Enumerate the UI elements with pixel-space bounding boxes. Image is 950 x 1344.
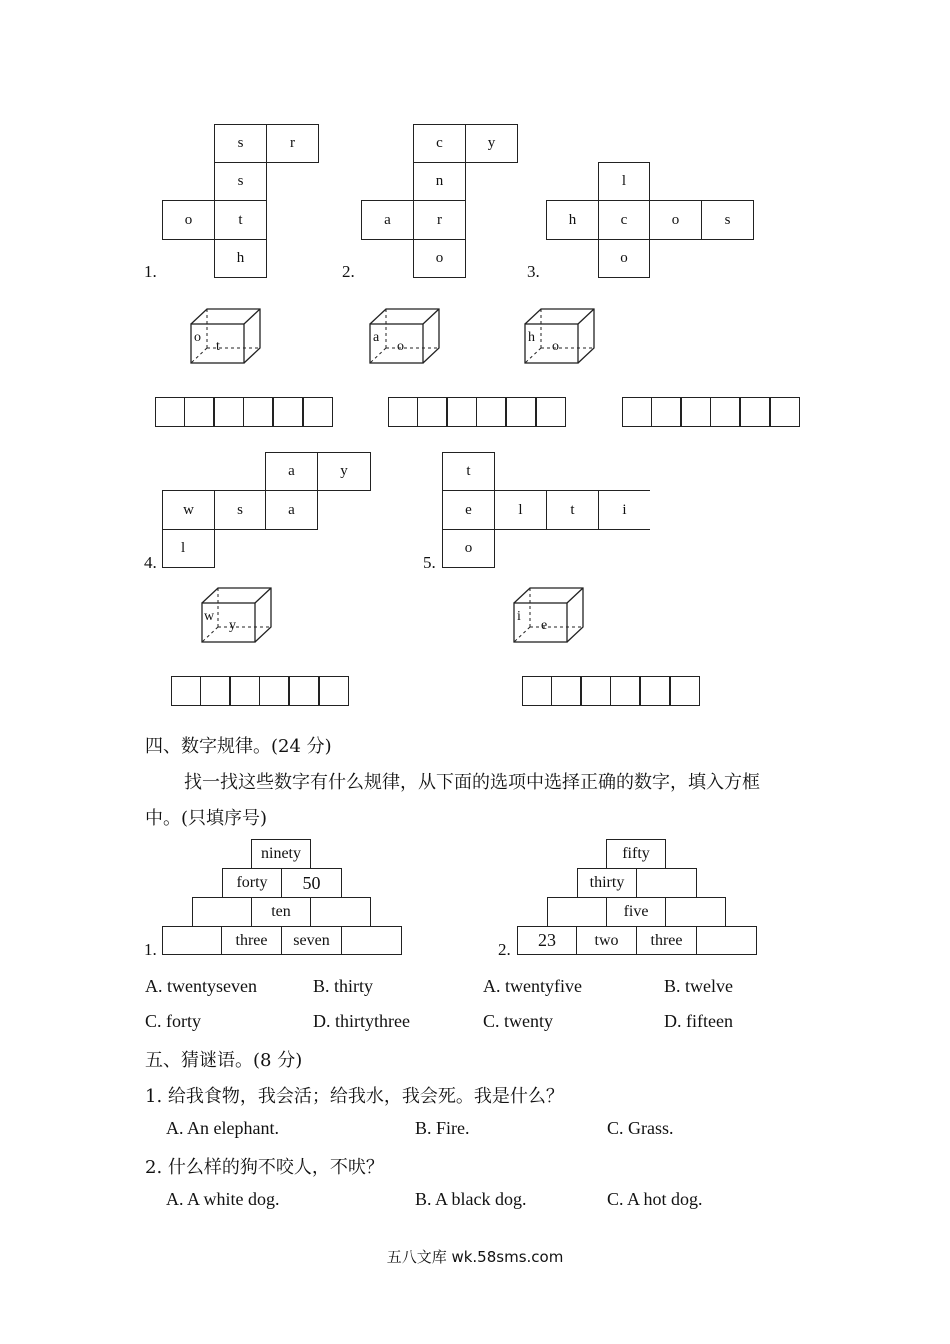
option-item: C. twenty	[483, 1011, 553, 1031]
answer-box[interactable]	[681, 397, 711, 427]
net-cell: l	[494, 490, 547, 530]
pyramid-cell: ninety	[251, 839, 311, 869]
cube-face-letter: a	[373, 330, 380, 345]
net-cell: i	[598, 490, 650, 530]
answer-box[interactable]	[710, 397, 740, 427]
net-cell: o	[413, 239, 466, 278]
section-5-title: 五、猜谜语。(8 分)	[145, 1050, 303, 1071]
option-item: D. thirtythree	[313, 1011, 410, 1031]
riddle-option: A. A white dog.	[166, 1189, 280, 1209]
net-cell: w	[162, 490, 215, 530]
pyramid-cell: seven	[281, 926, 342, 955]
pyramid-cell[interactable]	[636, 868, 697, 898]
section-4-instruction: 找一找这些数字有什么规律，从下面的选项中选择正确的数字，填入方框	[184, 772, 760, 793]
pyramid-cell: ten	[251, 897, 311, 927]
pyramid-cell[interactable]	[192, 897, 252, 927]
pyramid-cell[interactable]	[547, 897, 607, 927]
puzzle-number: 3.	[527, 262, 540, 281]
puzzle-number: 5.	[423, 553, 436, 572]
cube-face-letter: o	[194, 330, 201, 345]
pyramid-cell: two	[576, 926, 637, 955]
cube-face-letter: i	[517, 609, 521, 624]
puzzle-number: 2.	[342, 262, 355, 281]
net-cell: h	[546, 200, 599, 240]
cube-face-letter: h	[528, 330, 535, 345]
cube-face-letter: w	[204, 609, 215, 624]
net-cell: h	[214, 239, 267, 278]
net-cell: t	[442, 452, 495, 491]
answer-box[interactable]	[200, 676, 230, 706]
answer-box[interactable]	[388, 397, 418, 427]
riddle-option: C. Grass.	[607, 1118, 674, 1138]
answer-box[interactable]	[319, 676, 349, 706]
pyramid-cell: 23	[517, 926, 577, 955]
answer-box[interactable]	[259, 676, 289, 706]
net-cell: o	[598, 239, 650, 278]
answer-box[interactable]	[551, 676, 581, 706]
puzzle-number: 4.	[144, 553, 157, 572]
answer-box[interactable]	[289, 676, 319, 706]
answer-box[interactable]	[640, 676, 670, 706]
answer-box[interactable]	[417, 397, 447, 427]
answer-box[interactable]	[476, 397, 506, 427]
net-cell: a	[265, 490, 318, 530]
riddle-option: C. A hot dog.	[607, 1189, 703, 1209]
answer-box[interactable]	[155, 397, 185, 427]
riddle-option: A. An elephant.	[166, 1118, 279, 1138]
net-cell: s	[701, 200, 754, 240]
answer-box[interactable]	[243, 397, 273, 427]
net-cell: a	[265, 452, 318, 491]
answer-box[interactable]	[184, 397, 214, 427]
answer-box[interactable]	[171, 676, 201, 706]
cube-face-letter: y	[229, 618, 236, 633]
net-cell: e	[442, 490, 495, 530]
section-4-title: 四、数字规律。(24 分)	[145, 736, 332, 757]
riddle-question: 1. 给我食物，我会活；给我水，我会死。我是什么？	[145, 1086, 564, 1107]
puzzle-number: 1.	[144, 262, 157, 281]
cube-face-letter: t	[216, 339, 220, 354]
answer-box[interactable]	[740, 397, 770, 427]
riddle-option: B. A black dog.	[415, 1189, 527, 1209]
option-item: C. forty	[145, 1011, 201, 1031]
pyramid-cell[interactable]	[696, 926, 757, 955]
pyramid-cell[interactable]	[310, 897, 371, 927]
option-item: B. thirty	[313, 976, 374, 996]
option-item: A. twentyfive	[483, 976, 582, 996]
cube-face-letter: e	[541, 618, 548, 633]
pyramid-cell: thirty	[577, 868, 637, 898]
answer-box[interactable]	[214, 397, 244, 427]
net-cell: t	[214, 200, 267, 240]
answer-box[interactable]	[581, 676, 611, 706]
answer-box[interactable]	[536, 397, 566, 427]
net-cell: l	[598, 162, 650, 201]
answer-box[interactable]	[303, 397, 333, 427]
riddle-option: B. Fire.	[415, 1118, 470, 1138]
pyramid-cell[interactable]	[341, 926, 402, 955]
cube-face-letter: o	[552, 339, 559, 354]
answer-box[interactable]	[273, 397, 303, 427]
pyramid-cell: three	[221, 926, 282, 955]
net-cell: l	[162, 529, 215, 568]
footer-watermark: 五八文库 wk.58sms.com	[386, 1248, 564, 1266]
section-4-instruction-cont: 中。(只填序号)	[145, 808, 268, 829]
option-item: A. twentyseven	[145, 976, 257, 996]
answer-box[interactable]	[522, 676, 552, 706]
answer-box[interactable]	[447, 397, 477, 427]
pyramid-cell[interactable]	[665, 897, 726, 927]
option-item: B. twelve	[664, 976, 733, 996]
net-cell: o	[649, 200, 702, 240]
pyramid-number: 1.	[144, 940, 157, 959]
answer-box[interactable]	[670, 676, 700, 706]
net-cell: s	[214, 162, 267, 201]
pyramid-cell[interactable]	[162, 926, 222, 955]
pyramid-cell: three	[636, 926, 697, 955]
answer-box[interactable]	[770, 397, 800, 427]
answer-box[interactable]	[622, 397, 652, 427]
cube-face-letter: o	[397, 339, 404, 354]
pyramid-cell: five	[606, 897, 666, 927]
net-cell: o	[442, 529, 495, 568]
net-cell: r	[266, 124, 319, 163]
net-cell: c	[413, 124, 466, 163]
answer-box[interactable]	[230, 676, 260, 706]
answer-box[interactable]	[651, 397, 681, 427]
option-item: D. fifteen	[664, 1011, 733, 1031]
riddle-question: 2. 什么样的狗不咬人，不吠？	[145, 1157, 384, 1178]
net-cell: s	[214, 124, 267, 163]
net-cell: y	[465, 124, 518, 163]
net-cell: n	[413, 162, 466, 201]
pyramid-cell: fifty	[606, 839, 666, 869]
net-cell: a	[361, 200, 414, 240]
net-cell: c	[598, 200, 650, 240]
answer-box[interactable]	[610, 676, 640, 706]
net-cell: o	[162, 200, 215, 240]
net-cell: r	[413, 200, 466, 240]
answer-box[interactable]	[506, 397, 536, 427]
pyramid-number: 2.	[498, 940, 511, 959]
net-cell: y	[317, 452, 371, 491]
pyramid-cell: 50	[281, 868, 342, 898]
net-cell: t	[546, 490, 599, 530]
net-cell: s	[214, 490, 266, 530]
pyramid-cell: forty	[222, 868, 282, 898]
